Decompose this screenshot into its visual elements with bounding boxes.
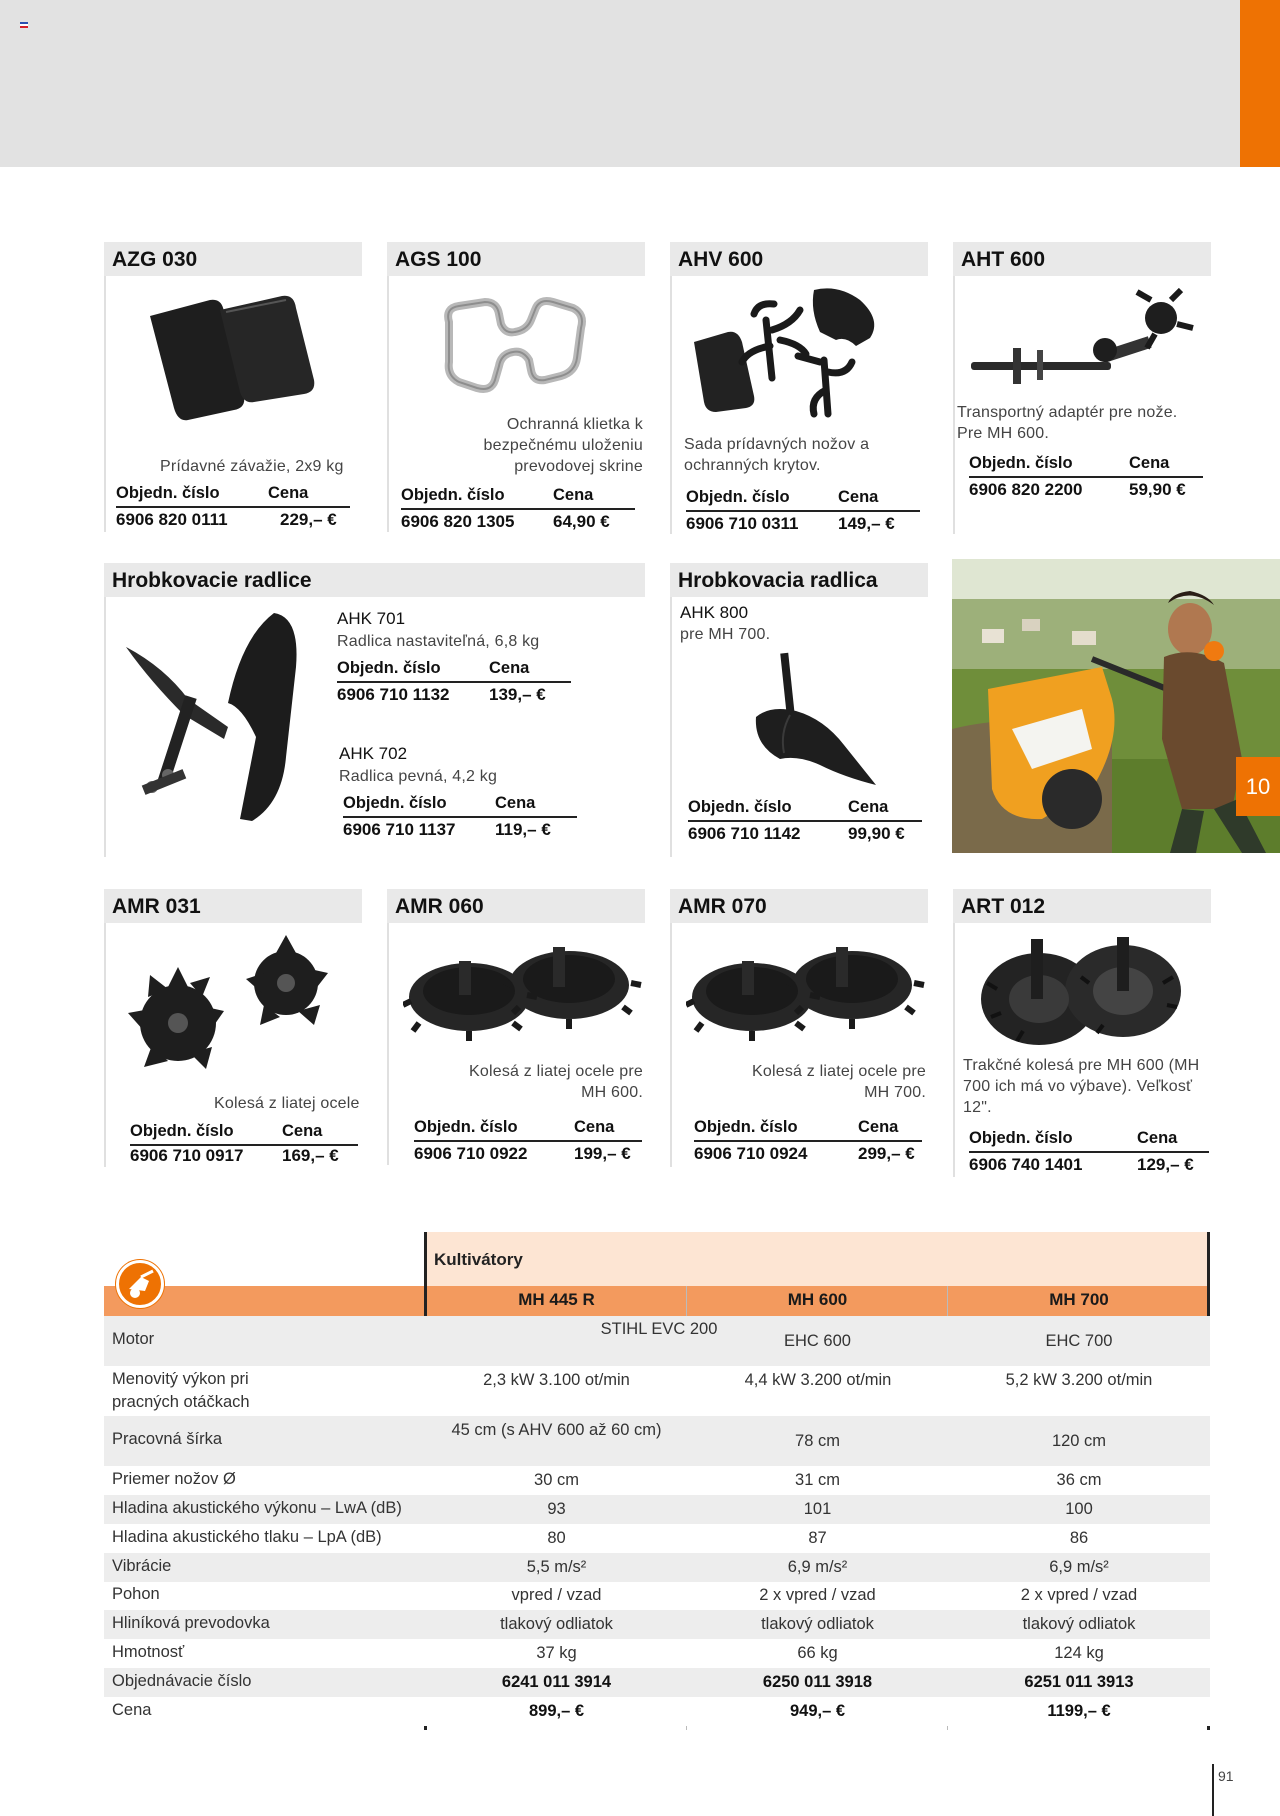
- price: 169,– €: [282, 1146, 339, 1165]
- product-description: pre MH 700.: [680, 626, 771, 643]
- steel-wheels-image: [686, 931, 926, 1051]
- order-values: [337, 685, 577, 707]
- order-header: Objedn. číslo Cena: [694, 1118, 922, 1142]
- order-number: 6906 710 0922: [414, 1144, 528, 1163]
- order-number: 6906 710 0311: [686, 514, 799, 533]
- cultivator-photo: [952, 559, 1280, 853]
- section-number-tab: 10: [1236, 757, 1280, 816]
- spec-row-power: Menovitý výkon pri pracných otáčkach 2,3 kW 3.100 ot/min 4,4 kW 3.200 ot/min 5,2 kW 3.200 ot/min: [104, 1366, 1210, 1416]
- product-title: AMR 031: [104, 889, 362, 923]
- tines-and-covers-image: [688, 280, 896, 430]
- page-number-rule: [1212, 1764, 1214, 1816]
- spec-row-weight: Hmotnosť 37 kg 66 kg 124 kg: [104, 1639, 1210, 1668]
- price: 139,– €: [489, 685, 546, 704]
- price: 229,– €: [280, 510, 337, 529]
- specs-table: [104, 1232, 1210, 1732]
- ridger-plough-image: [124, 607, 314, 837]
- product-title: AGS 100: [387, 242, 645, 276]
- flag-icon: [20, 22, 28, 28]
- product-card-ags100: [387, 242, 645, 532]
- order-number: 6906 710 1132: [337, 685, 450, 704]
- order-values: [686, 514, 926, 536]
- product-card-amr031: [104, 889, 362, 1169]
- product-card-ahk800: [670, 563, 928, 858]
- spec-row-vibrations: Vibrácie 5,5 m/s² 6,9 m/s² 6,9 m/s²: [104, 1553, 1210, 1582]
- price: 59,90 €: [1129, 480, 1186, 499]
- cultivator-icon: [116, 1260, 164, 1308]
- order-values: [116, 510, 356, 532]
- price: 199,– €: [574, 1144, 631, 1163]
- spec-row-sound-pressure: Hladina akustického tlaku – LpA (dB) 80 87 86: [104, 1524, 1210, 1553]
- product-description: Kolesá z liatej ocele: [214, 1095, 360, 1112]
- price: 119,– €: [495, 820, 551, 839]
- spec-row-price: Cena 899,– € 949,– € 1199,– €: [104, 1697, 1210, 1726]
- order-number: 6906 820 2200: [969, 480, 1083, 499]
- table-group-title: Kultivátory: [434, 1250, 523, 1269]
- order-number: 6906 820 0111: [116, 510, 228, 529]
- spec-row-width: Pracovná šírka 45 cm (s AHV 600 až 60 cm) 78 cm 120 cm: [104, 1416, 1210, 1466]
- ahk-702-description: Radlica pevná, 4,2 kg: [339, 768, 498, 785]
- product-description: Transportný adaptér pre nože. Pre MH 600.: [957, 404, 1178, 442]
- price: 129,– €: [1137, 1155, 1194, 1174]
- steel-wheels-image: [114, 927, 354, 1087]
- orange-edge-tab: [1240, 0, 1280, 167]
- product-card-ahv600: [670, 242, 928, 532]
- ahk-701-description: Radlica nastaviteľná, 6,8 kg: [337, 633, 540, 650]
- product-card-aht600: [953, 242, 1211, 532]
- product-title: AMR 070: [670, 889, 928, 923]
- transport-adapter-image: [965, 288, 1205, 398]
- order-values: [688, 824, 928, 846]
- product-card-azg030: [104, 242, 362, 532]
- price: 99,90 €: [848, 824, 905, 843]
- spec-row-sound-power: Hladina akustického výkonu – LwA (dB) 93 101 100: [104, 1495, 1210, 1524]
- product-description: Ochranná klietka k bezpečnému uloženiu prevodovej skrine: [483, 416, 643, 475]
- group-header-bg: [426, 1232, 1210, 1286]
- order-header: Objedn. číslo Cena: [337, 659, 571, 683]
- order-header: Objedn. číslo Cena: [343, 794, 577, 818]
- product-title: AHT 600: [953, 242, 1211, 276]
- product-description: Trakčné kolesá pre MH 600 (MH 700 ich má vo výbave). Veľkosť 12".: [963, 1057, 1200, 1116]
- product-card-amr060: [387, 889, 645, 1169]
- order-header: Objedn. číslo Cena: [686, 488, 920, 512]
- model-name: MH 700: [1049, 1290, 1109, 1309]
- order-number: 6906 710 1137: [343, 820, 456, 839]
- spec-row-tine-diameter: Priemer nožov Ø 30 cm 31 cm 36 cm: [104, 1466, 1210, 1495]
- weight-plates-image: [146, 288, 346, 428]
- page-number: 91: [1218, 1768, 1234, 1784]
- product-description: Kolesá z liatej ocele pre MH 600.: [469, 1063, 643, 1101]
- protective-cage-image: [435, 288, 595, 400]
- ahk-800-name: AHK 800: [680, 603, 749, 622]
- product-card-art012: [953, 889, 1211, 1179]
- order-number: 6906 710 0924: [694, 1144, 808, 1163]
- order-values: [694, 1144, 924, 1166]
- order-number: 6906 820 1305: [401, 512, 515, 531]
- product-description: Sada prídavných nožov a ochranných krytov.: [684, 436, 870, 474]
- order-values: [969, 1155, 1209, 1177]
- product-card-amr070: [670, 889, 928, 1169]
- traction-wheels-image: [977, 933, 1187, 1053]
- order-header: Objedn. číslo Cena: [130, 1122, 358, 1146]
- order-number: 6906 710 1142: [688, 824, 801, 843]
- order-values: [343, 820, 583, 842]
- order-number: 6906 710 0917: [130, 1146, 244, 1165]
- order-number: 6906 740 1401: [969, 1155, 1083, 1174]
- order-values: [414, 1144, 644, 1166]
- model-name: MH 600: [787, 1290, 848, 1309]
- order-values: [969, 480, 1209, 502]
- product-card-ahk: [104, 563, 645, 858]
- product-description: Prídavné závažie, 2x9 kg: [160, 458, 344, 475]
- product-title: Hrobkovacia radlica: [670, 563, 928, 597]
- product-title: ART 012: [953, 889, 1211, 923]
- steel-wheels-image: [403, 931, 643, 1051]
- product-title: Hrobkovacie radlice: [104, 563, 645, 597]
- spec-row-drive: Pohon vpred / vzad 2 x vpred / vzad 2 x vpred / vzad: [104, 1582, 1210, 1610]
- order-header: Objedn. číslo Cena: [414, 1118, 642, 1142]
- order-header: Objedn. číslo Cena: [688, 798, 922, 822]
- order-header: Objedn. číslo Cena: [116, 484, 350, 508]
- spec-row-gearbox: Hliníková prevodovka tlakový odliatok tlakový odliatok tlakový odliatok: [104, 1610, 1210, 1639]
- product-description: Kolesá z liatej ocele pre MH 700.: [752, 1063, 926, 1101]
- product-title: AHV 600: [670, 242, 928, 276]
- order-header: Objedn. číslo Cena: [401, 486, 635, 510]
- order-values: [401, 512, 641, 534]
- spec-row-motor: Motor STIHL EVC 200 EHC 600 EHC 700: [104, 1316, 1210, 1366]
- model-name: MH 445 R: [518, 1290, 595, 1309]
- price: 299,– €: [858, 1144, 915, 1163]
- product-title: AMR 060: [387, 889, 645, 923]
- product-title: AZG 030: [104, 242, 362, 276]
- furrower-image: [740, 649, 880, 789]
- ahk-702-name: AHK 702: [339, 744, 408, 763]
- order-values: [130, 1146, 360, 1168]
- ahk-701-name: AHK 701: [337, 609, 406, 628]
- order-header: Objedn. číslo Cena: [969, 454, 1203, 478]
- header-band: [0, 0, 1240, 167]
- price: 149,– €: [838, 514, 895, 533]
- spec-row-order-number: Objednávacie číslo 6241 011 3914 6250 011 3918 6251 011 3913: [104, 1668, 1210, 1697]
- order-header: Objedn. číslo Cena: [969, 1129, 1209, 1153]
- price: 64,90 €: [553, 512, 610, 531]
